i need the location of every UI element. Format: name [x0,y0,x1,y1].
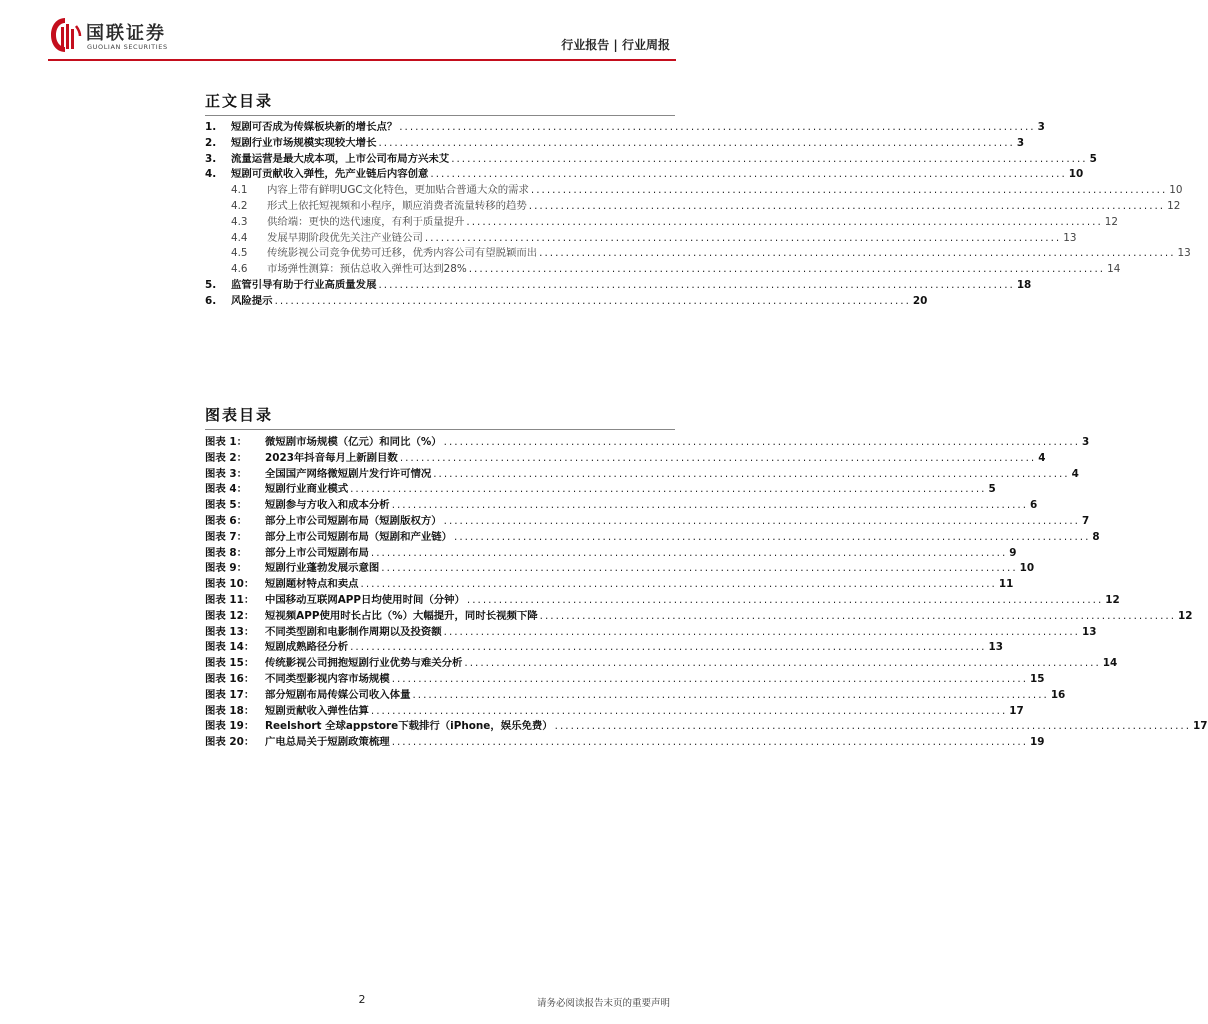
entry-page: 12 [1105,593,1120,606]
page-number: 2 [358,993,366,1006]
entry-number: 图表 10： [205,578,255,591]
contents-title-rule [205,115,675,116]
dot-leader: ........................................................................................................................ [378,136,1015,149]
contents-title: 正文目录 [205,92,274,110]
entry-page: 10 [1068,168,1084,181]
entry-page: 10 [1019,562,1035,575]
entry-number: 图表 1： [205,436,248,448]
figure-entry[interactable] [205,451,1046,467]
entry-page: 17 [1193,720,1208,733]
entry-page: 13 [1063,231,1077,244]
entry-label: 传统影视公司拥抱短剧行业优势与难关分析 [265,657,463,670]
entry-number: 4.3 [231,215,248,228]
dot-leader: ........................................................................................................................ [399,451,1037,464]
entry-label: 全国国产网络微短剧片发行许可情况 [265,467,432,480]
figure-entry[interactable] [205,656,1118,672]
figure-entry[interactable] [205,625,1097,641]
figure-entry[interactable] [205,482,996,498]
figure-entry[interactable] [205,640,1003,656]
entry-page: 4 [1071,467,1079,480]
dot-leader: ........................................................................................................................ [530,184,1168,197]
figures-list [205,435,1208,751]
entry-number: 1. [205,121,217,133]
report-type-label: 行业报告 | 行业周报 [561,38,670,52]
figure-entry[interactable] [205,498,1038,514]
figure-entry[interactable] [205,435,1090,451]
entry-page: 3 [1016,136,1025,149]
entry-number: 图表 18： [205,704,255,717]
figure-entry[interactable] [205,546,1017,562]
figure-entry[interactable] [205,735,1045,751]
entry-label: 发展早期阶段优先关注产业链公司 [267,231,423,244]
figure-entry[interactable] [205,561,1035,577]
guolian-logo [48,16,198,56]
entry-page: 3 [1082,436,1090,448]
figures-title: 图表目录 [205,406,274,424]
entry-label: 风险提示 [231,294,273,307]
entry-label: 短剧题材特点和卖点 [265,578,359,591]
entry-label: 短剧可贡献收入弹性，先产业链后内容创意 [231,168,429,181]
toc-entry[interactable] [205,278,1032,294]
figure-entry[interactable] [205,719,1208,735]
dot-leader: ........................................................................................................................ [399,121,1036,133]
entry-page: 10 [1169,184,1183,197]
entry-number: 图表 14： [205,641,255,654]
dot-leader: ........................................................................................................................ [454,530,1091,543]
dot-leader: ........................................................................................................................ [443,625,1080,638]
entry-number: 图表 9： [205,562,248,575]
page-header [0,0,724,60]
entry-page: 6 [1030,499,1038,512]
entry-label: 中国移动互联网APP日均使用时间（分钟） [265,593,465,606]
figure-entry[interactable] [205,514,1090,530]
entry-page: 18 [1016,278,1032,291]
entry-page: 9 [1009,546,1017,559]
entry-label: 短剧行业商业模式 [265,483,349,496]
entry-number: 图表 2： [205,451,248,464]
entry-number: 图表 6： [205,514,248,527]
header-divider [48,59,676,61]
dot-leader: ........................................................................................................................ [350,641,987,654]
figure-entry[interactable] [205,704,1024,720]
dot-leader: ........................................................................................................................ [539,609,1177,622]
entry-label: 短剧行业蓬勃发展示意图 [265,562,380,575]
dot-leader: ........................................................................................................................ [433,467,1070,480]
entry-number: 3. [205,152,217,165]
dot-leader: ........................................................................................................................ [391,736,1029,749]
dot-leader: ........................................................................................................................ [391,499,1029,512]
entry-label: 短剧贡献收入弹性估算 [265,704,369,717]
entry-label: 广电总局关于短剧政策梳理 [265,736,390,749]
entry-label: 部分短剧布局传媒公司收入体量 [265,688,411,701]
entry-number: 2. [205,136,217,149]
entry-label: 部分上市公司短剧布局 [265,546,369,559]
entry-number: 图表 16： [205,672,255,685]
entry-page: 5 [988,483,996,496]
entry-number: 4.4 [231,231,248,244]
entry-number: 图表 8： [205,546,248,559]
dot-leader: ........................................................................................................................ [381,562,1018,575]
figures-title-rule [205,429,675,430]
entry-page: 11 [998,578,1014,591]
entry-page: 5 [1089,152,1097,165]
entry-page: 7 [1082,514,1090,527]
dot-leader: ........................................................................................................................ [370,546,1008,559]
entry-label: 形式上依托短视频和小程序，顺应消费者流量转移的趋势 [267,199,527,212]
entry-label: 不同类型影视内容市场规模 [265,672,390,685]
dot-leader: ........................................................................................................................ [539,247,1176,260]
entry-page: 19 [1030,736,1045,749]
entry-page: 14 [1107,263,1121,276]
footer-disclaimer: 请务必阅读报告末页的重要声明 [536,998,670,1009]
entry-page: 16 [1050,688,1066,701]
entry-page: 12 [1178,609,1193,622]
dot-leader: ........................................................................................................................ [466,215,1103,228]
entry-label: 供给端：更快的迭代速度，有利于质量提升 [267,215,465,228]
entry-page: 12 [1104,215,1119,228]
entry-label: 微短剧市场规模（亿元）和同比（%） [265,436,442,448]
entry-label: 监管引导有助于行业高质量发展 [231,278,377,291]
entry-page: 13 [1082,625,1097,638]
entry-page: 14 [1102,657,1118,670]
entry-number: 图表 12： [205,609,255,622]
figure-entry[interactable] [205,688,1066,704]
entry-label: 短剧成熟路径分析 [265,641,349,654]
entry-page: 3 [1037,121,1045,133]
dot-leader: ........................................................................................................................ [443,514,1080,527]
dot-leader: ........................................................................................................................ [443,436,1081,448]
entry-page: 20 [912,294,928,307]
toc-entry[interactable] [205,152,1097,168]
entry-label: 短剧参与方收入和成本分析 [265,499,390,512]
entry-number: 图表 13： [205,625,255,638]
entry-label: 流量运营是最大成本项，上市公司布局方兴未艾 [231,152,450,165]
dot-leader: ........................................................................................................................ [466,593,1104,606]
toc-subentry[interactable] [205,183,1183,199]
figure-entry[interactable] [205,530,1100,546]
toc-entry[interactable] [205,136,1025,152]
dot-leader: ........................................................................................................................ [430,168,1067,181]
entry-number: 图表 19： [205,720,255,733]
logo-text-cn: 国联证券 [86,23,166,44]
toc-subentry[interactable] [205,231,1077,247]
dot-leader: ........................................................................................................................ [554,720,1192,733]
dot-leader: ........................................................................................................................ [464,657,1101,670]
entry-page: 13 [988,641,1003,654]
entry-number: 图表 4： [205,483,248,496]
dot-leader: ........................................................................................................................ [391,672,1029,685]
entry-label: Reelshort 全球appstore下载排行（iPhone，娱乐免费） [265,720,553,733]
entry-label: 传统影视公司竞争优势可迁移，优秀内容公司有望脱颖而出 [267,247,538,260]
entry-number: 4.2 [231,199,248,212]
toc-entry[interactable] [205,120,1045,136]
entry-number: 4. [205,168,217,181]
entry-number: 6. [205,294,217,307]
toc-subentry[interactable] [205,215,1119,231]
dot-leader: ........................................................................................................................ [528,199,1166,212]
entry-number: 图表 20： [205,736,255,749]
entry-label: 不同类型剧和电影制作周期以及投资额 [265,625,442,638]
entry-label: 短视频APP使用时长占比（%）大幅提升，同时长视频下降 [265,609,538,622]
entry-number: 4.6 [231,263,248,276]
entry-number: 图表 5： [205,499,248,512]
entry-page: 12 [1167,199,1181,212]
dot-leader: ........................................................................................................................ [468,263,1106,276]
entry-label: 内容上带有鲜明UGC文化特色，更加贴合普通大众的需求 [267,184,529,197]
dot-leader: ........................................................................................................................ [378,278,1015,291]
logo-text-en: GUOLIAN SECURITIES [87,43,168,51]
entry-label: 部分上市公司短剧布局（短剧和产业链） [265,530,453,543]
figure-entry[interactable] [205,593,1120,609]
dot-leader: ........................................................................................................................ [350,483,987,496]
dot-leader: ........................................................................................................................ [370,704,1008,717]
entry-page: 15 [1030,672,1045,685]
entry-number: 4.5 [231,247,248,260]
toc-subentry[interactable] [205,199,1181,215]
entry-label: 2023年抖音每月上新剧目数 [265,451,398,464]
entry-label: 部分上市公司短剧布局（短剧版权方） [265,514,442,527]
dot-leader: ........................................................................................................................ [360,578,997,591]
entry-page: 4 [1038,451,1046,464]
entry-number: 图表 11： [205,593,255,606]
entry-page: 8 [1092,530,1100,543]
entry-page: 17 [1009,704,1024,717]
entry-number: 4.1 [231,184,248,197]
guolian-logo-icon [48,16,82,54]
figure-entry[interactable] [205,577,1014,593]
dot-leader: ........................................................................................................................ [412,688,1049,701]
entry-label: 短剧行业市场规模实现较大增长 [231,136,377,149]
contents-list [205,120,1191,310]
toc-entry[interactable] [205,167,1084,183]
entry-page: 13 [1177,247,1191,260]
toc-entry[interactable] [205,294,928,310]
entry-number: 图表 3： [205,467,248,480]
toc-subentry[interactable] [205,262,1121,278]
figure-entry[interactable] [205,609,1193,625]
entry-number: 5. [205,278,217,291]
figure-entry[interactable] [205,467,1079,483]
entry-number: 图表 15： [205,657,255,670]
entry-number: 图表 7： [205,530,248,543]
dot-leader: ........................................................................................................................ [451,152,1088,165]
dot-leader: ........................................................................................................................ [424,231,1062,244]
figure-entry[interactable] [205,672,1045,688]
entry-number: 图表 17： [205,688,255,701]
entry-label: 市场弹性测算：预估总收入弹性可达到28% [267,263,467,276]
toc-subentry[interactable] [205,246,1191,262]
dot-leader: ........................................................................................................................ [274,294,911,307]
entry-label: 短剧可否成为传媒板块新的增长点？ [231,121,398,133]
